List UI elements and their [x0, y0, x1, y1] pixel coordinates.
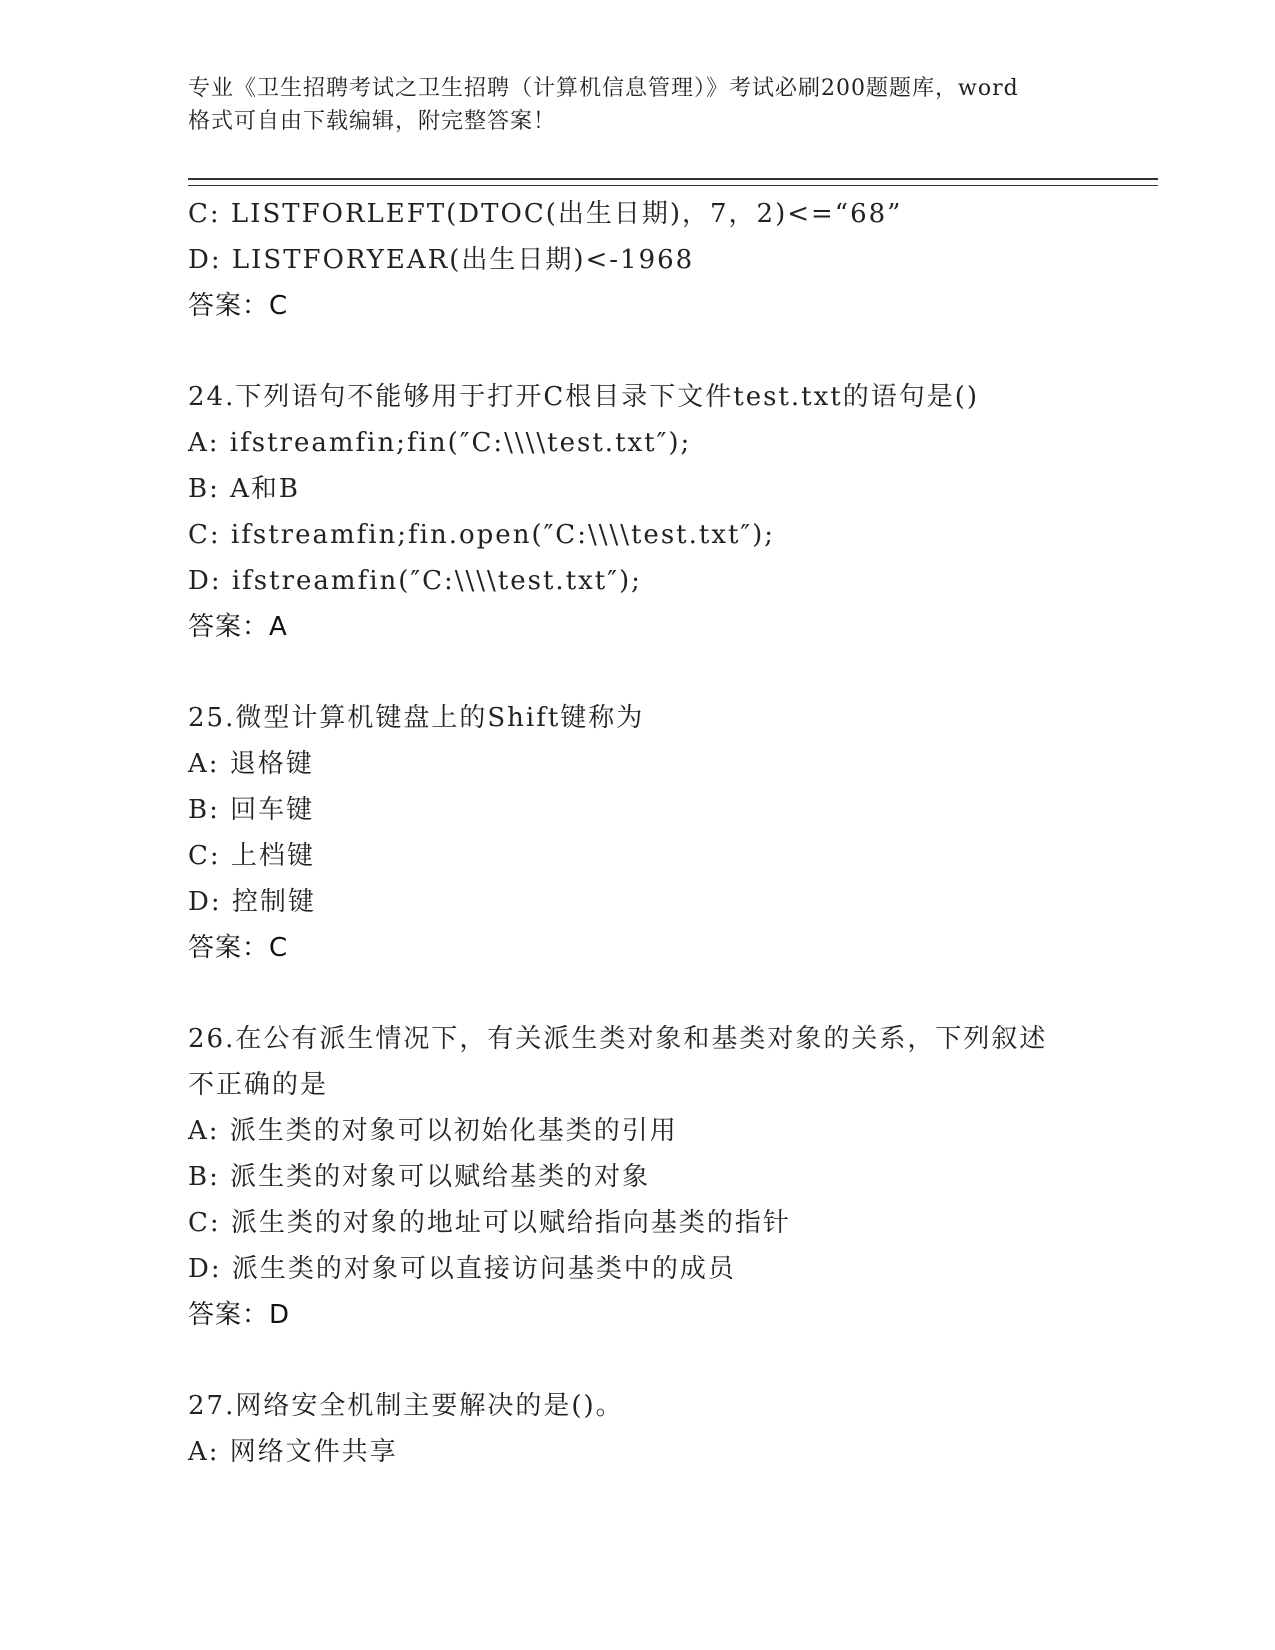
option-d: D: ifstreamfin(″C:\\\\test.txt″); [188, 566, 642, 596]
answer-label: 答案：C [188, 933, 289, 963]
spacer [188, 971, 1168, 1016]
question-list [188, 191, 1168, 1475]
option-b: B: 派生类的对象可以赋给基类的对象 [188, 1162, 651, 1192]
question-stem-line-1: 26.在公有派生情况下，有关派生类对象和基类对象的关系，下列叙述 [188, 1024, 1048, 1054]
spacer [188, 650, 1168, 695]
option-c: C: ifstreamfin;fin.open(″C:\\\\test.txt″); [188, 520, 776, 550]
answer-label: 答案：D [188, 1300, 291, 1330]
option-a: A: 派生类的对象可以初始化基类的引用 [188, 1116, 678, 1146]
question-stem: 25.微型计算机键盘上的Shift键称为 [188, 703, 645, 733]
option-a: A: 网络文件共享 [188, 1437, 398, 1467]
option-b: B: A和B [188, 474, 301, 504]
spacer [188, 329, 1168, 374]
option-d: D: 控制键 [188, 887, 316, 917]
option-a: A: 退格键 [188, 749, 314, 779]
question-stem-line-2: 不正确的是 [188, 1070, 329, 1100]
answer-label: 答案：A [188, 612, 288, 642]
header-title-line-2: 格式可自由下载编辑，附完整答案！ [188, 109, 557, 134]
question-stem: 24.下列语句不能够用于打开C根目录下文件test.txt的语句是() [188, 382, 979, 412]
option-a: A: ifstreamfin;fin(″C:\\\\test.txt″); [188, 428, 692, 458]
spacer [188, 1338, 1168, 1383]
option-c: C: 上档键 [188, 841, 315, 871]
option-c: C: 派生类的对象的地址可以赋给指向基类的指针 [188, 1208, 791, 1238]
option-d: D: LISTFORYEAR(出生日期)<-1968 [188, 245, 695, 275]
document-header [188, 72, 1108, 138]
option-c: C: LISTFORLEFT(DTOC(出生日期)，7，2)<=“68” [188, 199, 903, 229]
answer-label: 答案：C [188, 291, 289, 321]
header-title-line-1: 专业《卫生招聘考试之卫生招聘（计算机信息管理）》考试必刷200题题库，word [188, 76, 1019, 101]
option-b: B: 回车键 [188, 795, 315, 825]
question-stem: 27.网络安全机制主要解决的是()。 [188, 1391, 624, 1421]
header-divider [188, 178, 1158, 186]
option-d: D: 派生类的对象可以直接访问基类中的成员 [188, 1254, 736, 1284]
